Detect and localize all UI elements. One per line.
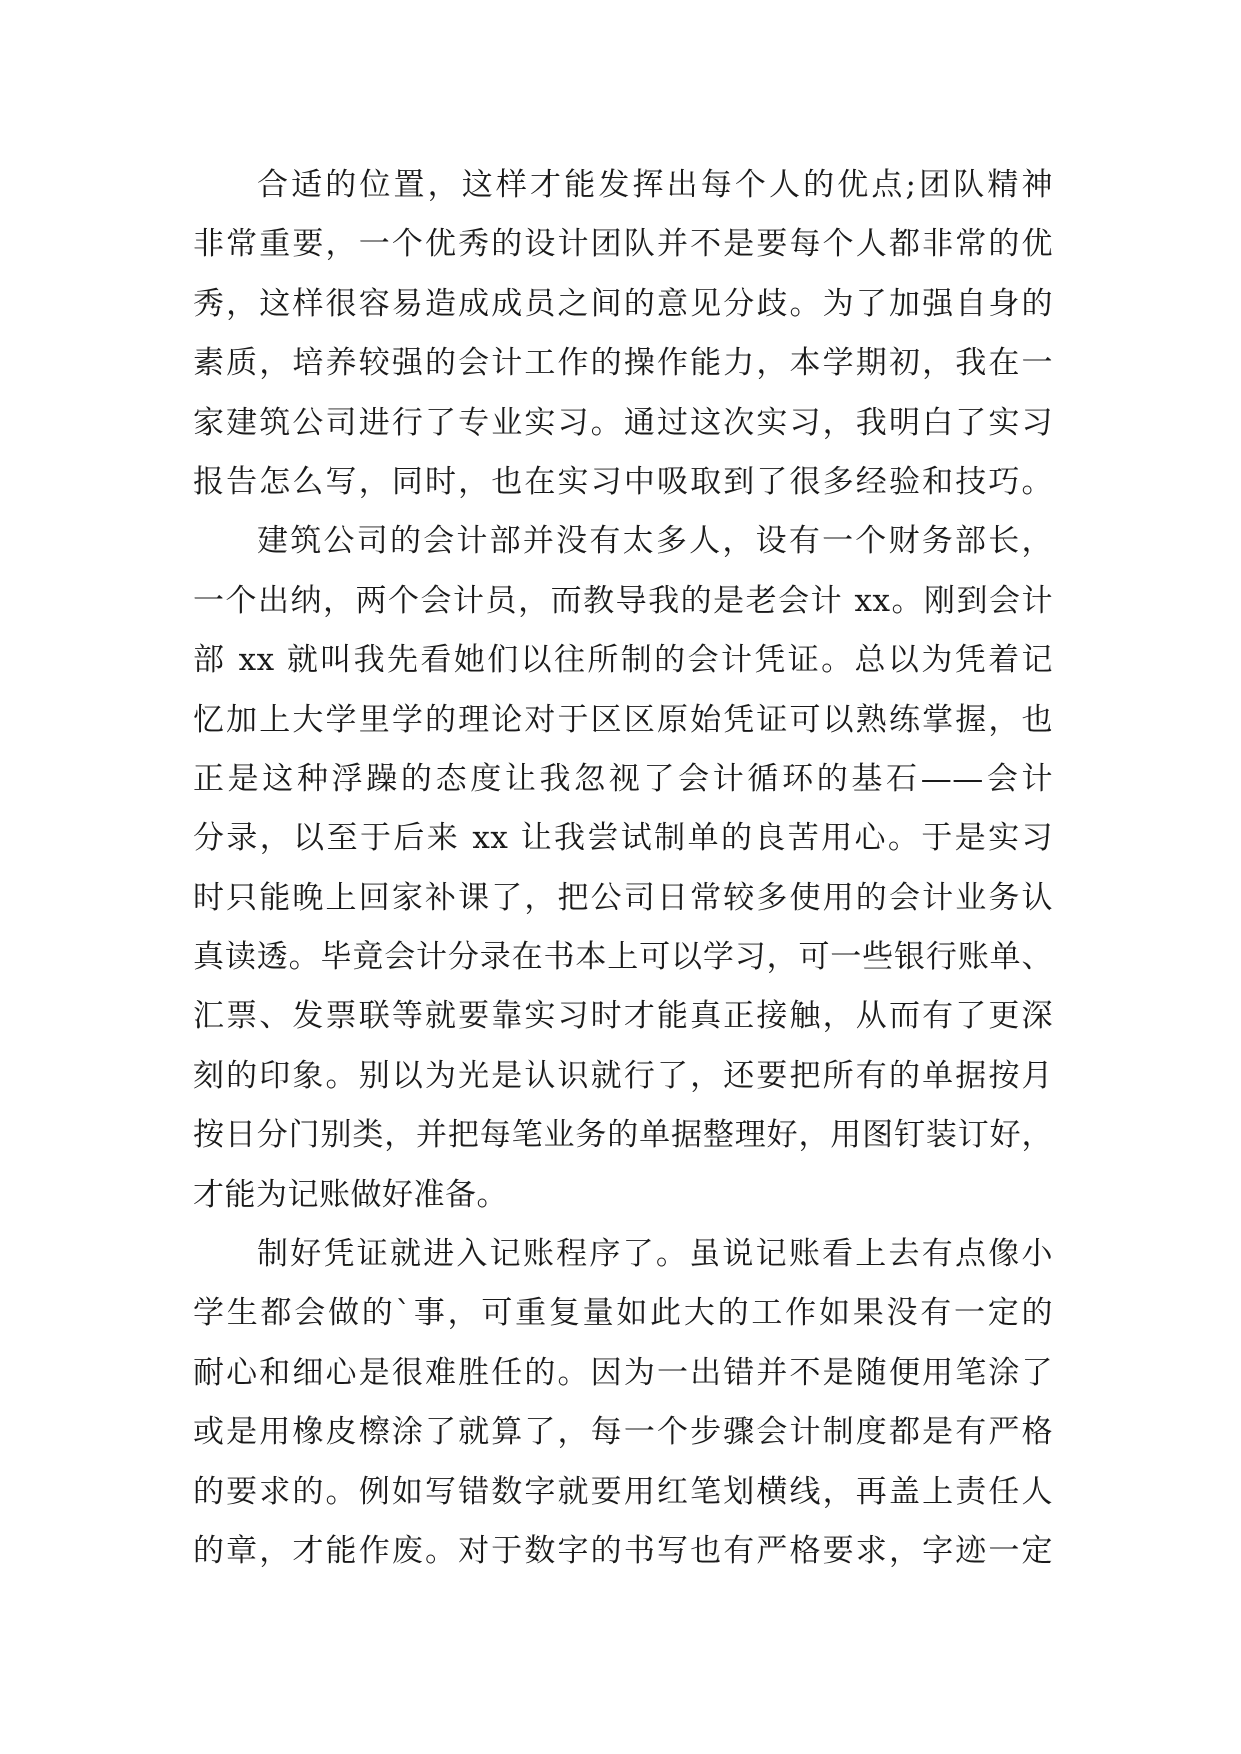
text-line: 素质，培养较强的会计工作的操作能力，本学期初，我在一 (193, 345, 1053, 382)
text-line: 非常重要，一个优秀的设计团队并不是要每个人都非常的优 (193, 226, 1053, 263)
text-line: 建筑公司的会计部并没有太多人，设有一个财务部长， (257, 523, 1053, 560)
text-line: 按日分门别类，并把每笔业务的单据整理好，用图钉装订好， (193, 1117, 1053, 1154)
text-line: 部 xx 就叫我先看她们以往所制的会计凭证。总以为凭着记 (193, 642, 1053, 679)
text-line: 刻的印象。别以为光是认识就行了，还要把所有的单据按月 (193, 1057, 1053, 1094)
text-line: 的要求的。例如写错数字就要用红笔划横线，再盖上责任人 (193, 1473, 1053, 1510)
text-line: 才能为记账做好准备。 (193, 1176, 508, 1213)
text-line: 分录，以至于后来 xx 让我尝试制单的良苦用心。于是实习 (193, 820, 1053, 857)
text-line: 一个出纳，两个会计员，而教导我的是老会计 xx。刚到会计 (193, 582, 1053, 619)
text-line: 合适的位置，这样才能发挥出每个人的优点;团队精神 (257, 167, 1053, 203)
text-line: 制好凭证就进入记账程序了。虽说记账看上去有点像小 (257, 1236, 1053, 1273)
text-line: 报告怎么写，同时，也在实习中吸取到了很多经验和技巧。 (193, 463, 1053, 500)
text-line: 秀，这样很容易造成成员之间的意见分歧。为了加强自身的 (193, 285, 1053, 322)
text-line: 真读透。毕竟会计分录在书本上可以学习，可一些银行账单、 (193, 939, 1053, 976)
body-text (193, 156, 1053, 1581)
text-line: 时只能晚上回家补课了，把公司日常较多使用的会计业务认 (193, 879, 1053, 916)
text-line: 学生都会做的`事，可重复量如此大的工作如果没有一定的 (193, 1295, 1053, 1332)
text-line: 正是这种浮躁的态度让我忽视了会计循环的基石——会计 (193, 760, 1053, 797)
text-line: 耐心和细心是很难胜任的。因为一出错并不是随便用笔涂了 (193, 1354, 1053, 1391)
text-line: 忆加上大学里学的理论对于区区原始凭证可以熟练掌握，也 (193, 701, 1053, 738)
text-line: 或是用橡皮檫涂了就算了，每一个步骤会计制度都是有严格 (193, 1414, 1053, 1451)
text-line: 家建筑公司进行了专业实习。通过这次实习，我明白了实习 (193, 404, 1053, 441)
text-line: 的章，才能作废。对于数字的书写也有严格要求，字迹一定 (193, 1532, 1053, 1569)
text-line: 汇票、发票联等就要靠实习时才能真正接触，从而有了更深 (193, 998, 1053, 1035)
